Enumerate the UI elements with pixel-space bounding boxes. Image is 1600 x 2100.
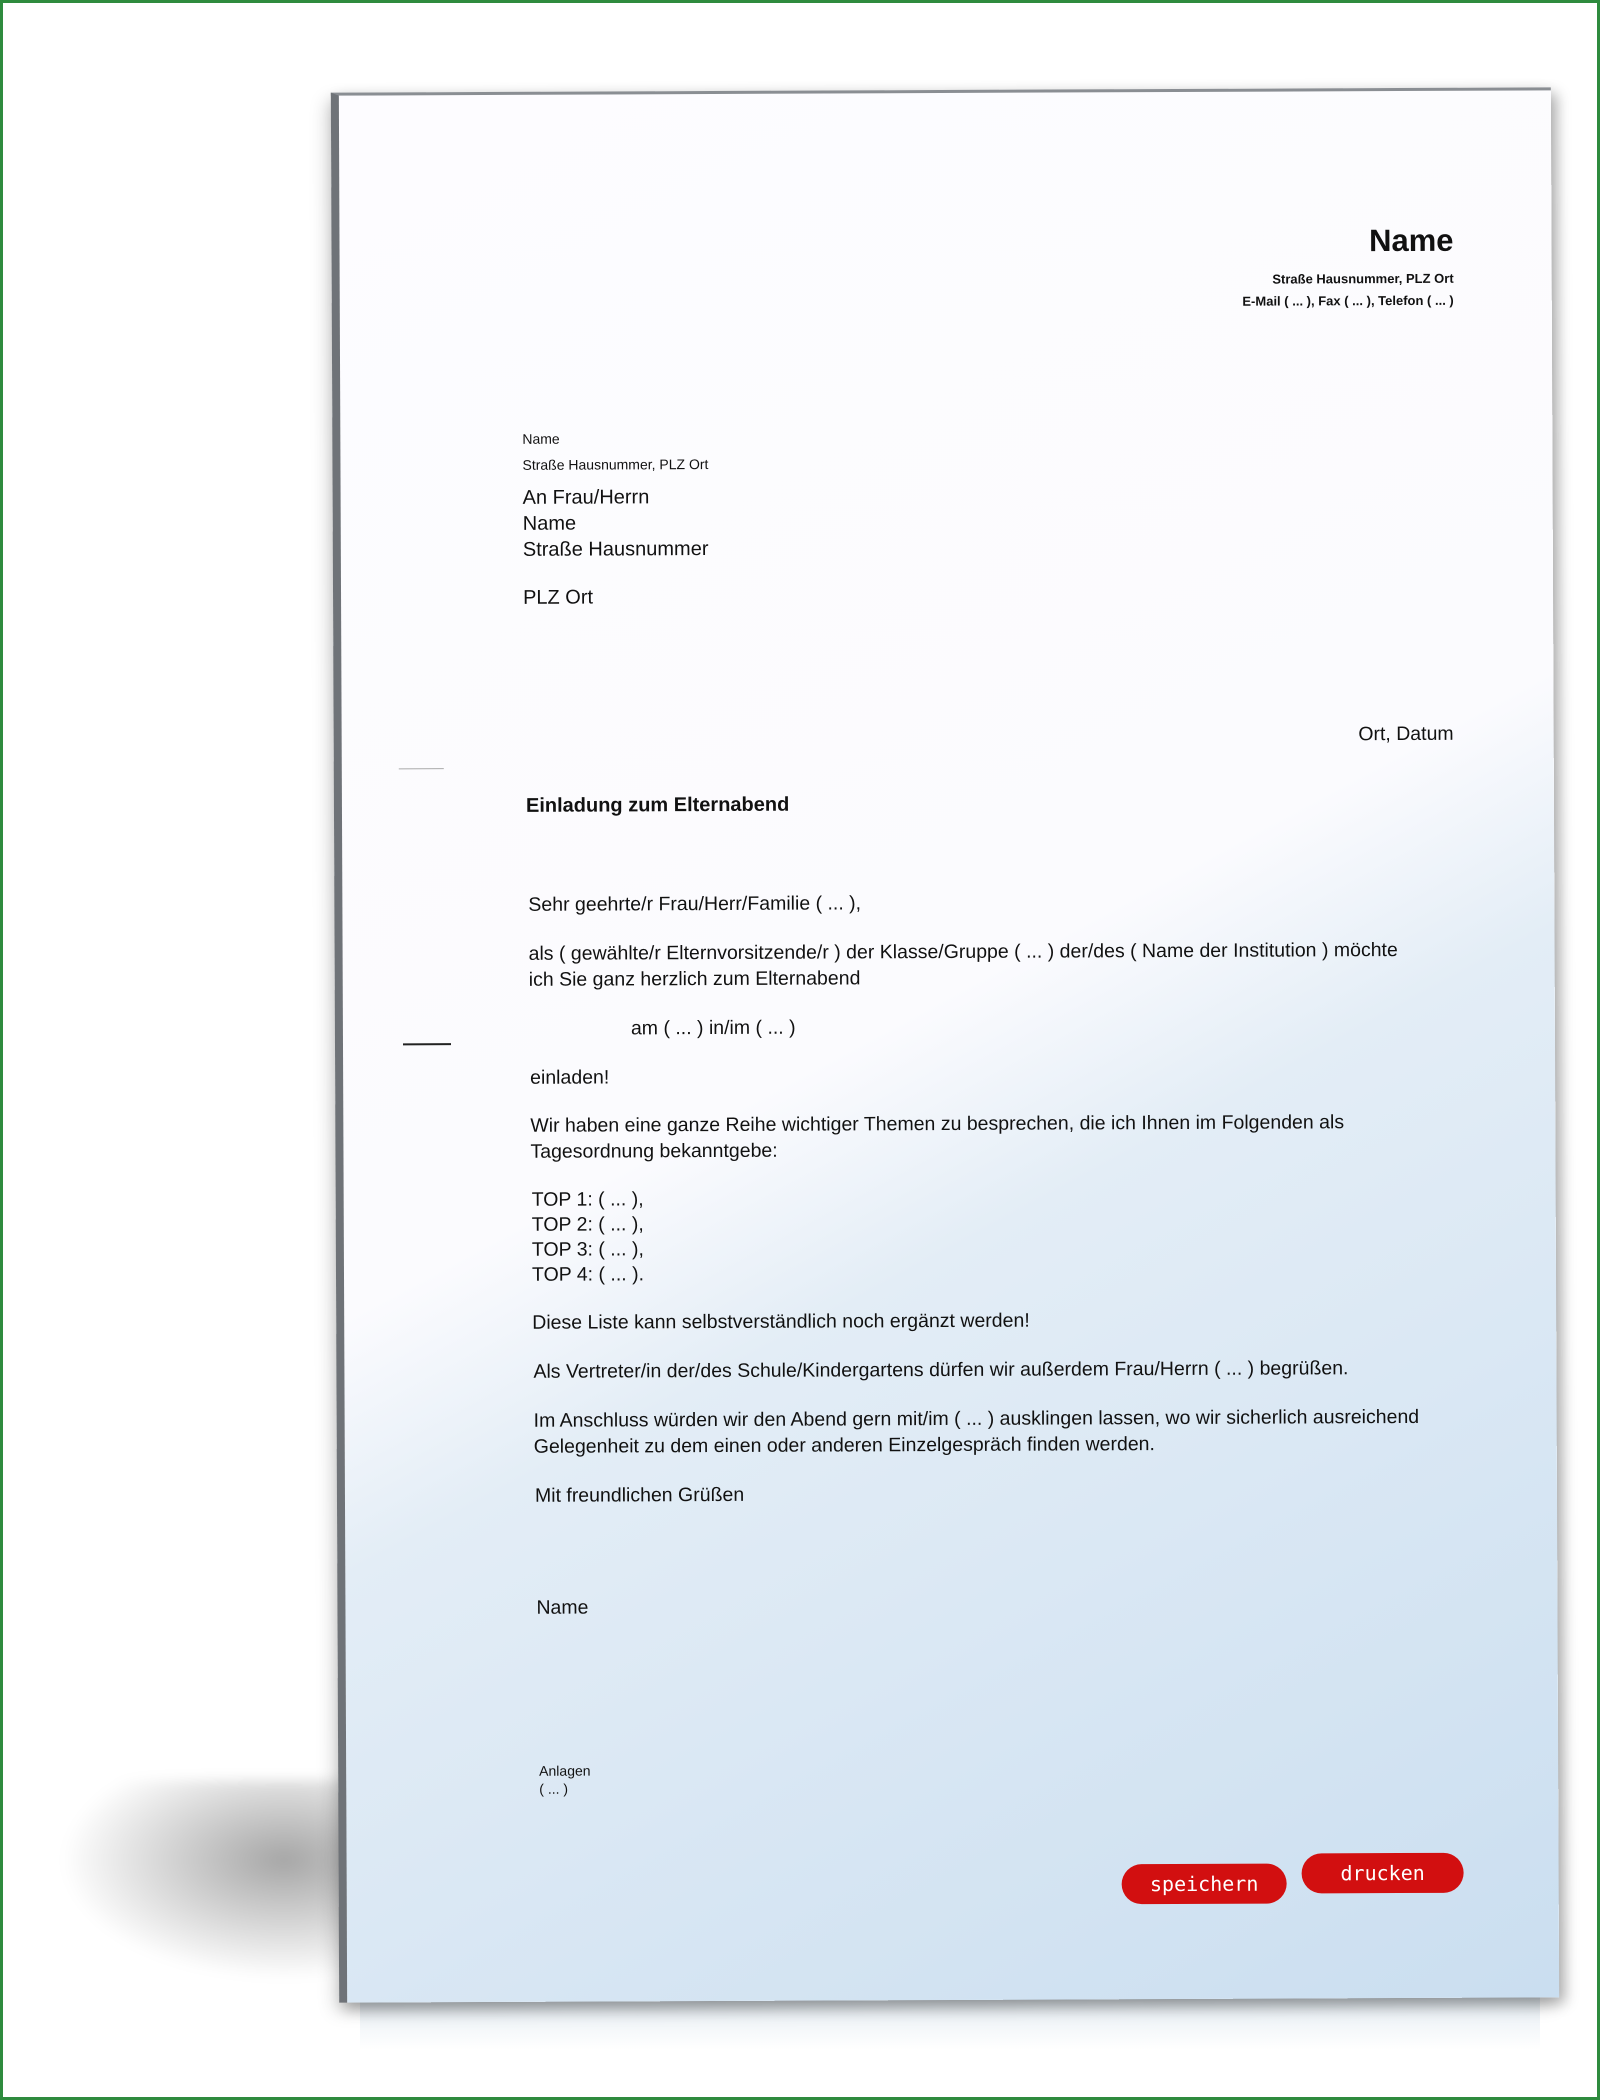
sender-address: Straße Hausnummer, PLZ Ort [1272, 270, 1454, 287]
representative-line: Als Vertreter/in der/des Schule/Kindergartens dürfen wir außerdem Frau/Herrn ( ... ) begrüßen. [533, 1357, 1349, 1383]
paragraph-1-line-2: ich Sie ganz herzlich zum Elternabend [528, 967, 861, 991]
closing-line-2: Gelegenheit zu dem einen oder anderen Einzelgespräch finden werden. [533, 1433, 1155, 1458]
invite-line: einladen! [530, 1066, 610, 1089]
agenda-item: TOP 3: ( ... ), [531, 1238, 644, 1261]
page-shadow [60, 1780, 380, 1980]
fold-mark [399, 768, 444, 769]
regards: Mit freundlichen Grüßen [534, 1483, 745, 1507]
recipient-name: Name [522, 512, 577, 535]
closing-line-1: Im Anschluss würden wir den Abend gern mit/im ( ... ) ausklingen lassen, wo wir sicherlich ausreichend [533, 1405, 1420, 1432]
paragraph-2-line-1: Wir haben eine ganze Reihe wichtiger Themen zu besprechen, die ich Ihnen im Folgenden als [530, 1111, 1345, 1137]
event-date: am ( ... ) in/im ( ... ) [630, 1016, 796, 1040]
recipient-salutation: An Frau/Herrn [522, 486, 650, 509]
sender-contact: E-Mail ( ... ), Fax ( ... ), Telefon ( ... ) [1242, 292, 1454, 309]
paragraph-2-line-2: Tagesordnung bekanntgebe: [530, 1139, 778, 1163]
subject: Einladung zum Elternabend [525, 793, 790, 817]
sender-name: Name [1368, 222, 1454, 259]
agenda-item: TOP 1: ( ... ), [531, 1188, 644, 1211]
agenda-item: TOP 4: ( ... ). [531, 1263, 645, 1286]
save-button[interactable]: speichern [1122, 1864, 1287, 1905]
print-button[interactable]: drucken [1302, 1853, 1464, 1894]
paragraph-1-line-1: als ( gewählte/r Elternvorsitzende/r ) der Klasse/Gruppe ( ... ) der/des ( Name der Institution ) möchte [528, 939, 1398, 965]
date-line: Ort, Datum [1358, 722, 1454, 746]
recipient-city: PLZ Ort [522, 586, 594, 609]
return-address: Straße Hausnummer, PLZ Ort [522, 456, 709, 473]
recipient-street: Straße Hausnummer [522, 538, 709, 561]
agenda-item: TOP 2: ( ... ), [531, 1213, 644, 1236]
attachments-label: Anlagen [539, 1762, 591, 1779]
attachments-value: ( ... ) [539, 1780, 569, 1797]
letter-page [331, 87, 1559, 2002]
signature-name: Name [536, 1596, 589, 1619]
return-name: Name [522, 430, 560, 447]
list-note: Diese Liste kann selbstverständlich noch ergänzt werden! [532, 1309, 1030, 1334]
greeting: Sehr geehrte/r Frau/Herr/Familie ( ... ), [528, 892, 862, 916]
punch-mark [403, 1043, 451, 1045]
